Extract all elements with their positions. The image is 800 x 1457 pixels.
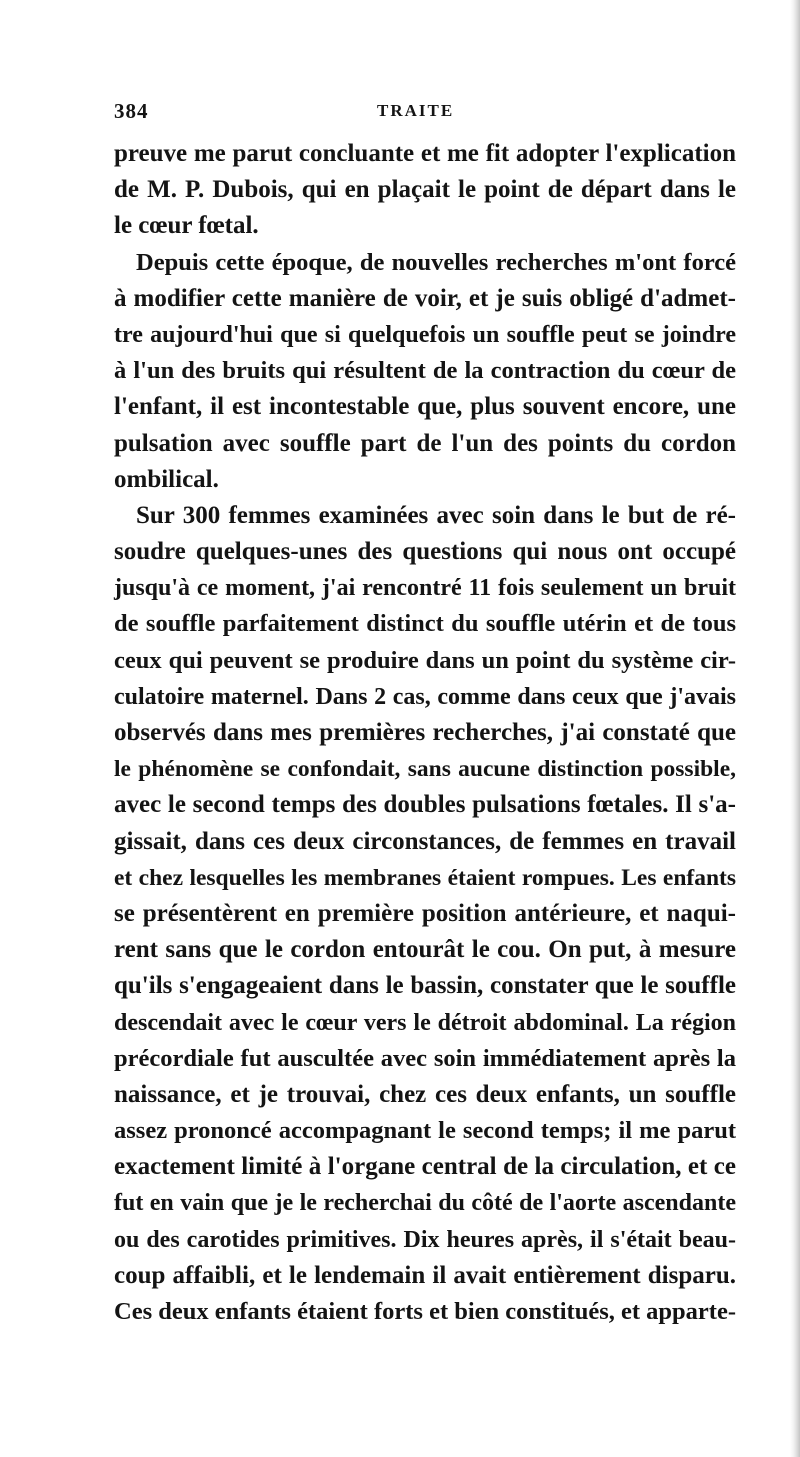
text-line: pulsation avec souffle part de l'un des points du cordon [114, 429, 736, 457]
text-line: de M. P. Dubois, qui en plaçait le point de départ dans le [114, 176, 736, 204]
text-line: naissance, et je trouvai, chez ces deux enfants, un souffle [114, 1080, 736, 1108]
text-line: l'enfant, il est incontestable que, plus souvent encore, une [114, 393, 736, 421]
text-line: Sur 300 femmes examinées avec soin dans le but de ré- [136, 501, 736, 529]
text-line: se présentèrent en première position antérieure, et naqui- [114, 899, 736, 927]
text-line: à modifier cette manière de voir, et je suis obligé d'admet- [114, 284, 736, 312]
running-head: TRAITE [377, 101, 455, 120]
text-line: qu'ils s'engageaient dans le bassin, constater que le souffle [114, 972, 736, 1000]
text-line: ou des carotides primitives. Dix heures après, il s'était beau- [114, 1226, 736, 1253]
text-line: culatoire maternel. Dans 2 cas, comme dans ceux que j'avais [114, 683, 736, 710]
page-header [114, 99, 734, 123]
text-line: rent sans que le cordon entourât le cou. On put, à mesure [114, 936, 736, 964]
text-line: et chez lesquelles les membranes étaient rompues. Les enfants [114, 864, 736, 891]
text-line: coup affaibli, et le lendemain il avait entièrement disparu. [114, 1261, 736, 1289]
text-line: tre aujourd'hui que si quelquefois un souffle peut se joindre [114, 321, 736, 348]
text-line: descendait avec le cœur vers le détroit abdominal. La région [114, 1009, 736, 1036]
text-line: précordiale fut auscultée avec soin immédiatement après la [114, 1044, 736, 1072]
text-line: fut en vain que je le recherchai du côté de l'aorte ascendante [114, 1190, 736, 1217]
text-line: preuve me parut concluante et me fit adopter l'explication [114, 140, 736, 167]
text-line: de souffle parfaitement distinct du souffle utérin et de tous [114, 610, 736, 638]
text-line: jusqu'à ce moment, j'ai rencontré 11 fois seulement un bruit [114, 575, 736, 602]
page-edge-shadow [790, 0, 800, 1457]
text-line: soudre quelques-unes des questions qui nous ont occupé [114, 538, 736, 566]
text-line: exactement limité à l'organe central de la circulation, et ce [114, 1153, 736, 1181]
text-line: ceux qui peuvent se produire dans un point du système cir- [114, 646, 736, 674]
text-line: assez prononcé accompagnant le second temps; il me parut [114, 1117, 736, 1145]
text-line: ombilical. [114, 465, 219, 493]
text-line: le cœur fœtal. [114, 212, 259, 240]
text-line: observés dans mes premières recherches, j'ai constaté que [114, 719, 736, 746]
body-text [114, 136, 736, 1330]
text-line: à l'un des bruits qui résultent de la contraction du cœur de [114, 357, 736, 385]
text-line: avec le second temps des doubles pulsations fœtales. Il s'a- [114, 791, 736, 819]
text-line: le phénomène se confondait, sans aucune distinction possible, [114, 756, 736, 783]
text-line: Depuis cette époque, de nouvelles recherches m'ont forcé [136, 248, 736, 276]
page-number: 384 [114, 99, 149, 123]
text-line: Ces deux enfants étaient forts et bien constitués, et apparte- [114, 1298, 736, 1325]
text-line: gissait, dans ces deux circonstances, de femmes en travail [114, 827, 736, 855]
